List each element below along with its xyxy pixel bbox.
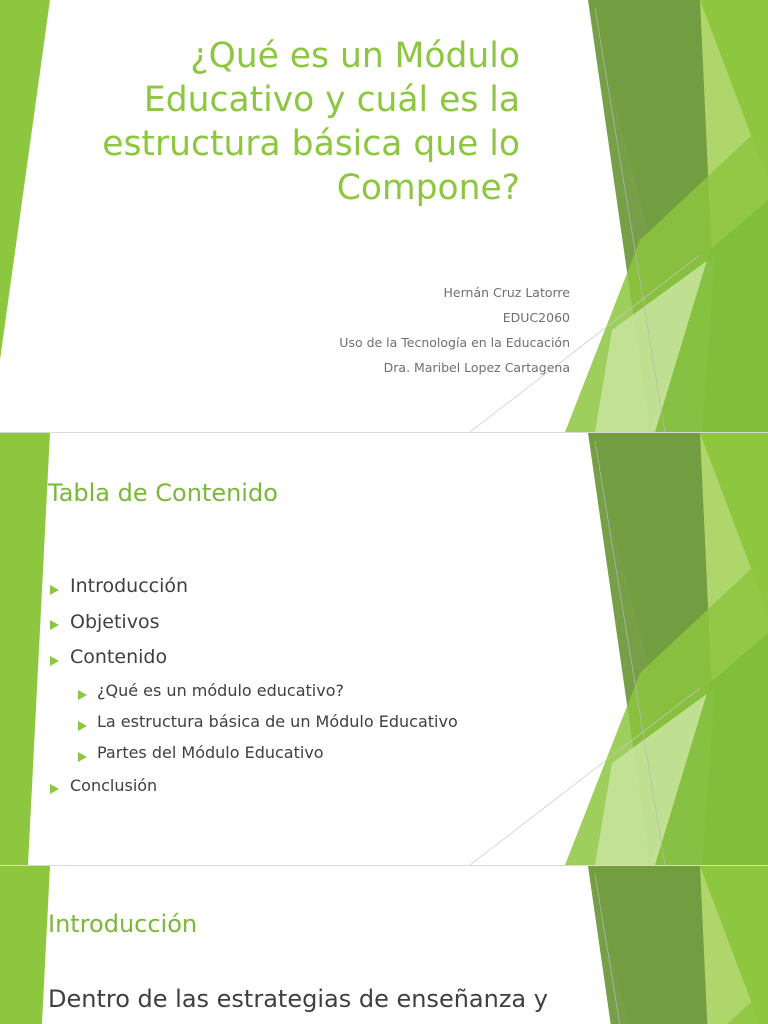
slide-table-of-contents (0, 433, 768, 865)
triangle-bullet-icon (78, 721, 87, 731)
toc-item-contenido (48, 644, 588, 680)
slide-introduction (0, 866, 768, 1024)
toc-item-label: La estructura básica de un Módulo Educativo (97, 711, 458, 731)
toc-list (48, 573, 588, 808)
author-info (200, 280, 570, 380)
toc-item-label: Conclusión (70, 775, 158, 795)
toc-heading: Tabla de Contenido (48, 479, 278, 507)
toc-item-conclusion (48, 773, 588, 809)
triangle-bullet-icon (50, 620, 59, 630)
toc-item-label: Contenido (70, 646, 168, 668)
professor-name: Dra. Maribel Lopez Cartagena (383, 360, 570, 375)
slide-title (0, 0, 768, 432)
toc-item-objetivos (48, 609, 588, 645)
course-code: EDUC2060 (502, 310, 570, 325)
toc-item-introduccion (48, 573, 588, 609)
toc-subitem-estructura (48, 711, 588, 742)
intro-body-text: Dentro de las estrategias de enseñanza y (48, 985, 548, 1013)
triangle-bullet-icon (50, 656, 59, 666)
title-line: estructura básica que lo (102, 124, 520, 164)
triangle-bullet-icon (78, 752, 87, 762)
title-line: Compone? (336, 168, 520, 208)
course-name: Uso de la Tecnología en la Educación (339, 335, 570, 350)
toc-item-label: ¿Qué es un módulo educativo? (97, 680, 344, 700)
triangle-bullet-icon (50, 784, 59, 794)
author-name: Hernán Cruz Latorre (443, 285, 570, 300)
toc-item-label: Partes del Módulo Educativo (97, 742, 324, 762)
toc-item-label: Objetivos (70, 610, 160, 633)
intro-heading: Introducción (48, 910, 198, 938)
triangle-bullet-icon (78, 690, 87, 700)
triangle-bullet-icon (50, 585, 59, 595)
toc-subitem-que-es (48, 680, 588, 711)
toc-subitem-partes (48, 742, 588, 773)
toc-item-label: Introducción (70, 575, 189, 597)
title-line: ¿Qué es un Módulo (190, 36, 520, 76)
slide-title-heading (60, 34, 520, 210)
title-line: Educativo y cuál es la (143, 80, 520, 120)
